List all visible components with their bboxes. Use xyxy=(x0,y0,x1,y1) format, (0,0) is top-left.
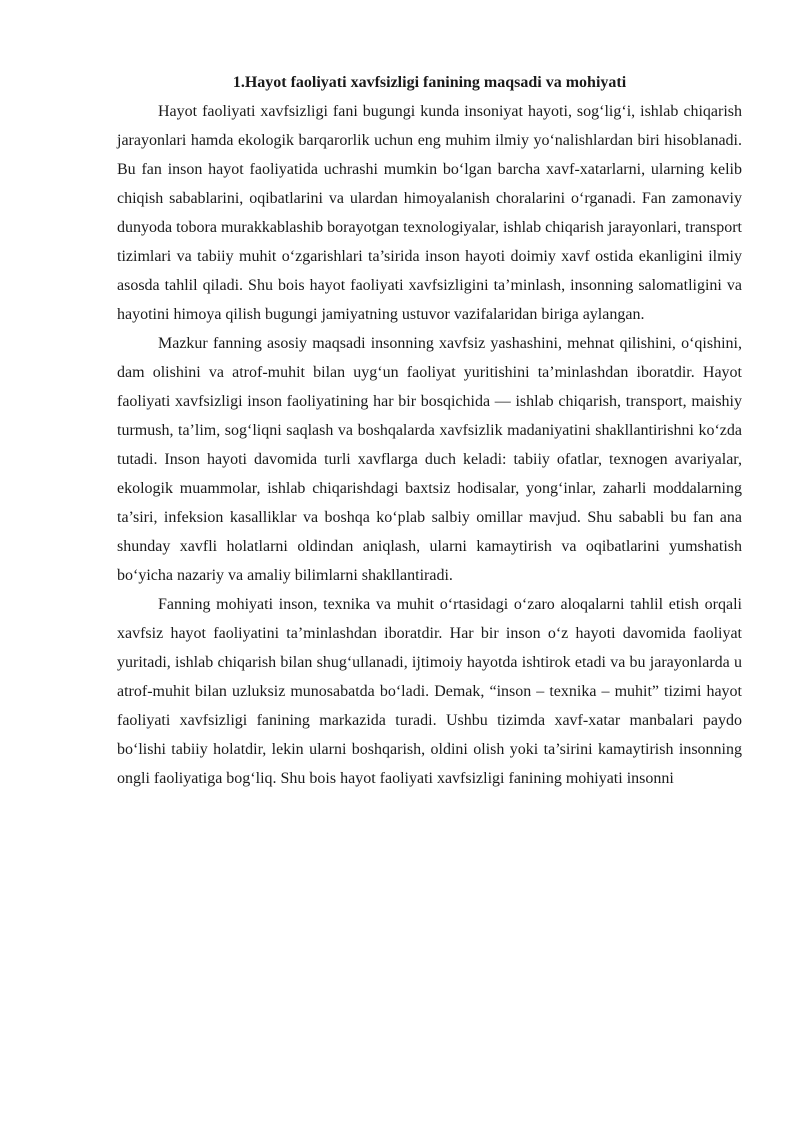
paragraph-1: Hayot faoliyati xavfsizligi fani bugungi kunda insoniyat hayoti, sog‘lig‘i, ishlab chiqarish jarayonlari hamda ekologik barqarorlik uchun eng muhim ilmiy yo‘nalishlardan biri hisoblanadi. Bu fan inson hayot faoliyatida uchrashi mumkin bo‘lgan barcha xavf-xatarlarni, ularning kelib chiqish sabablarini, oqibatlarini va ulardan himoyalanish choralarini o‘rganadi. Fan zamonaviy dunyoda tobora murakkablashib borayotgan texnologiyalar, ishlab chiqarish jarayonlari, transport tizimlari va tabiiy muhit o‘zgarishlari ta’sirida inson hayoti doimiy xavf ostida ekanligini ilmiy asosda tahlil qiladi. Shu bois hayot faoliyati xavfsizligini ta’minlash, insonning salomatligini va hayotini himoya qilish bugungi jamiyatning ustuvor vazifalaridan biriga aylangan. xyxy=(117,103,742,323)
document-page xyxy=(117,68,742,793)
paragraph-2: Mazkur fanning asosiy maqsadi insonning xavfsiz yashashini, mehnat qilishini, o‘qishini, dam olishini va atrof-muhit bilan uyg‘un faoliyat yuritishini ta’minlashdan iboratdir. Hayot faoliyati xavfsizligi inson faoliyatining har bir bosqichida — ishlab chiqarish, transport, maishiy turmush, ta’lim, sog‘liqni saqlash va boshqalarda xavfsizlik madaniyatini shakllantirishni ko‘zda tutadi. Inson hayoti davomida turli xavflarga duch keladi: tabiiy ofatlar, texnogen avariyalar, ekologik muammolar, ishlab chiqarishdagi baxtsiz hodisalar, yong‘inlar, zaharli moddalarning ta’siri, infeksion kasalliklar va boshqa ko‘plab salbiy omillar mavjud. Shu sababli bu fan ana shunday xavfli holatlarni oldindan aniqlash, ularni kamaytirish va oqibatlarini yumshatish bo‘yicha nazariy va amaliy bilimlarni shakllantiradi. xyxy=(117,335,742,584)
section-heading: 1.Hayot faoliyati xavfsizligi fanining maqsadi va mohiyati xyxy=(232,74,627,91)
paragraph-3: Fanning mohiyati inson, texnika va muhit o‘rtasidagi o‘zaro aloqalarni tahlil etish orqali xavfsiz hayot faoliyatini ta’minlashdan iboratdir. Har bir inson o‘z hayoti davomida faoliyat yuritadi, ishlab chiqarish bilan shug‘ullanadi, ijtimoiy hayotda ishtirok etadi va bu jarayonlarda u atrof-muhit bilan uzluksiz munosabatda bo‘ladi. Demak, “inson – texnika – muhit” tizimi hayot faoliyati xavfsizligi fanining markazida turadi. Ushbu tizimda xavf-xatar manbalari paydo bo‘lishi tabiiy holatdir, lekin ularni boshqarish, oldini olish yoki ta’sirini kamaytirish insonning ongli faoliyatiga bog‘liq. Shu bois hayot faoliyati xavfsizligi fanining mohiyati insonni xyxy=(117,596,742,787)
